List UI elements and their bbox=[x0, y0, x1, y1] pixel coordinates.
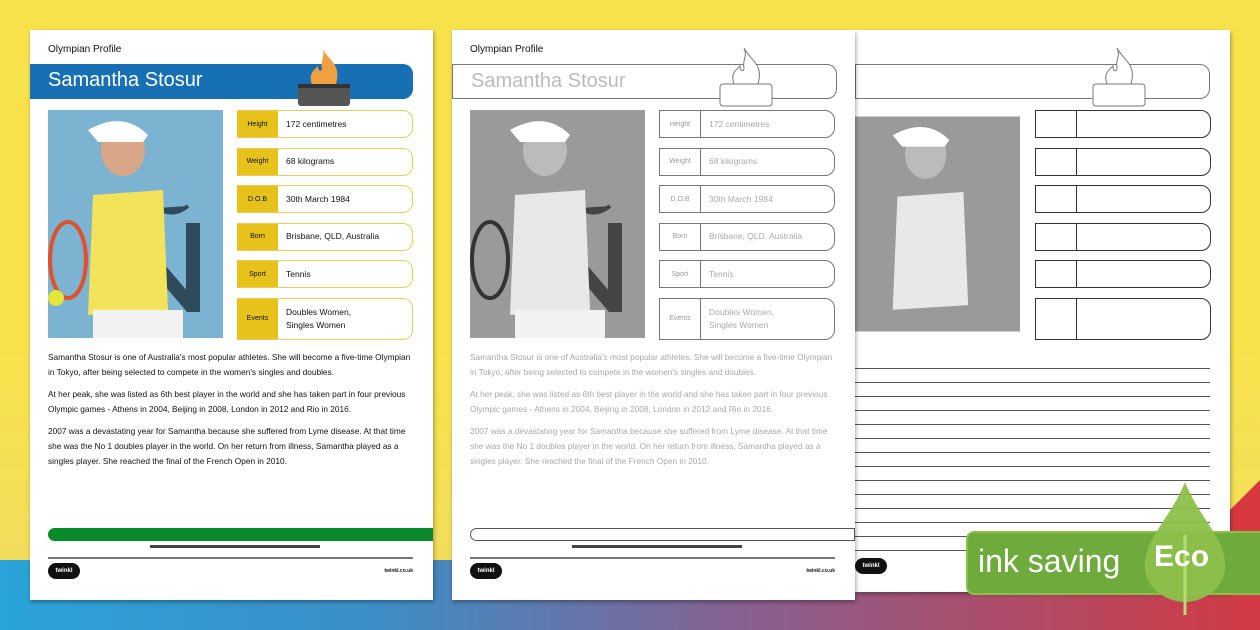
footer-rule bbox=[48, 557, 413, 559]
athlete-photo bbox=[470, 110, 645, 338]
fact-value: 30th March 1984 bbox=[709, 193, 773, 204]
fact-value: Tennis bbox=[709, 268, 734, 279]
fine-print bbox=[572, 545, 742, 548]
eco-leaf-icon bbox=[1140, 480, 1230, 615]
writing-line bbox=[855, 355, 1210, 369]
fact-value: Brisbane, QLD, Australia bbox=[709, 231, 803, 241]
fact-value: Tennis bbox=[286, 268, 311, 279]
name-banner bbox=[452, 64, 837, 99]
worksheet-colour bbox=[30, 30, 433, 600]
fact-label: Sport bbox=[660, 261, 701, 287]
blank-fact-row bbox=[1035, 260, 1211, 288]
athlete-name: Samantha Stosur bbox=[471, 70, 626, 92]
fact-row bbox=[659, 148, 835, 176]
eco-label: Eco bbox=[1154, 540, 1210, 573]
fact-label: Height bbox=[660, 111, 701, 137]
kicker: Olympian Profile bbox=[470, 44, 544, 55]
fact-table bbox=[659, 110, 835, 349]
paragraph: At her peak, she was listed as 6th best player in the world and she has taken part in four previous Olympic games - Athens in 2004, Beijing in 2008, London in 2012 and Rio in 2016. bbox=[48, 389, 406, 414]
fact-row bbox=[659, 260, 835, 288]
footer-url: twinkl.co.uk bbox=[384, 568, 413, 574]
fact-label: Sport bbox=[237, 261, 278, 287]
green-bar bbox=[48, 528, 433, 541]
blank-fact-row bbox=[1035, 110, 1211, 138]
blank-label-cell bbox=[1036, 111, 1077, 137]
blank-label-cell bbox=[1036, 299, 1077, 339]
athlete-photo bbox=[48, 110, 223, 338]
footer-url: twinkl.co.uk bbox=[806, 568, 835, 574]
fact-value: 172 centimetres bbox=[286, 118, 347, 129]
fact-value: 68 kilograms bbox=[286, 156, 335, 166]
twinkl-logo: twinkl bbox=[48, 563, 80, 579]
fact-label: Height bbox=[237, 111, 278, 137]
fact-row bbox=[659, 110, 835, 138]
fact-row bbox=[659, 298, 835, 340]
fact-label: Born bbox=[237, 224, 278, 250]
fact-value: Doubles Women, Singles Women bbox=[286, 306, 352, 330]
blank-label-cell bbox=[1036, 224, 1077, 250]
worksheet-greyscale bbox=[452, 30, 855, 600]
fact-row bbox=[237, 148, 413, 176]
fact-label: Events bbox=[237, 299, 278, 339]
badge-text: ink saving bbox=[978, 543, 1121, 579]
name-banner-blank bbox=[855, 64, 1210, 99]
paragraph: 2007 was a devastating year for Samantha because she suffered from Lyme disease. At that time she was the No 1 doubles player in the world. On her return from illness, Samantha played as a singles player. She reached the final of the French Open in 2010. bbox=[48, 426, 406, 466]
blank-fact-row bbox=[1035, 298, 1211, 340]
fact-row bbox=[237, 223, 413, 251]
blank-fact-row bbox=[1035, 148, 1211, 176]
blank-fact-row bbox=[1035, 223, 1211, 251]
writing-line bbox=[855, 411, 1210, 425]
blank-label-cell bbox=[1036, 149, 1077, 175]
kicker: Olympian Profile bbox=[48, 44, 122, 55]
fact-label: D.O.B bbox=[660, 186, 701, 212]
writing-line bbox=[855, 369, 1210, 383]
writing-line bbox=[855, 467, 1210, 481]
paragraph: At her peak, she was listed as 6th best player in the world and she has taken part in four previous Olympic games - Athens in 2004, Beijing in 2008, London in 2012 and Rio in 2016. bbox=[470, 389, 828, 414]
writing-line bbox=[855, 397, 1210, 411]
blank-fact-row bbox=[1035, 185, 1211, 213]
olympic-flame-icon bbox=[1087, 44, 1151, 108]
twinkl-logo: twinkl bbox=[855, 558, 887, 574]
blank-label-cell bbox=[1036, 261, 1077, 287]
biography-text bbox=[470, 350, 835, 476]
blank-fact-table bbox=[1035, 110, 1211, 349]
fact-row bbox=[237, 298, 413, 340]
athlete-photo bbox=[855, 110, 1020, 338]
paragraph: 2007 was a devastating year for Samantha because she suffered from Lyme disease. At that time she was the No 1 doubles player in the world. On her return from illness, Samantha played as a singles player. She reached the final of the French Open in 2010. bbox=[470, 426, 828, 466]
writing-line bbox=[855, 425, 1210, 439]
writing-line bbox=[855, 383, 1210, 397]
blank-label-cell bbox=[1036, 186, 1077, 212]
athlete-name: Samantha Stosur bbox=[48, 69, 203, 91]
fact-label: D.O.B bbox=[237, 186, 278, 212]
fact-value: Brisbane, QLD, Australia bbox=[286, 231, 380, 241]
fact-value: 172 centimetres bbox=[709, 118, 770, 129]
twinkl-logo: twinkl bbox=[470, 563, 502, 579]
fact-label: Events bbox=[660, 299, 701, 339]
fact-row bbox=[237, 110, 413, 138]
paragraph: Samantha Stosur is one of Australia's most popular athletes. She will become a five-time Olympian in Tokyo, after being selected to compete in the women's singles and doubles. bbox=[470, 352, 833, 377]
writing-line bbox=[855, 453, 1210, 467]
fact-label: Weight bbox=[237, 149, 278, 175]
biography-text bbox=[48, 350, 413, 476]
fact-label: Born bbox=[660, 224, 701, 250]
fact-row bbox=[659, 185, 835, 213]
fact-row bbox=[237, 185, 413, 213]
fact-table bbox=[237, 110, 413, 349]
olympic-flame-icon bbox=[714, 44, 778, 108]
bar-outline bbox=[470, 528, 855, 541]
fact-value: 68 kilograms bbox=[709, 156, 758, 166]
paragraph: Samantha Stosur is one of Australia's most popular athletes. She will become a five-time Olympian in Tokyo, after being selected to compete in the women's singles and doubles. bbox=[48, 352, 411, 377]
footer-rule bbox=[470, 557, 835, 559]
fact-value: Doubles Women, Singles Women bbox=[709, 306, 775, 330]
olympic-flame-icon bbox=[292, 44, 356, 108]
fact-label: Weight bbox=[660, 149, 701, 175]
writing-line bbox=[855, 439, 1210, 453]
fine-print bbox=[150, 545, 320, 548]
fact-value: 30th March 1984 bbox=[286, 193, 350, 204]
fact-row bbox=[237, 260, 413, 288]
fact-row bbox=[659, 223, 835, 251]
